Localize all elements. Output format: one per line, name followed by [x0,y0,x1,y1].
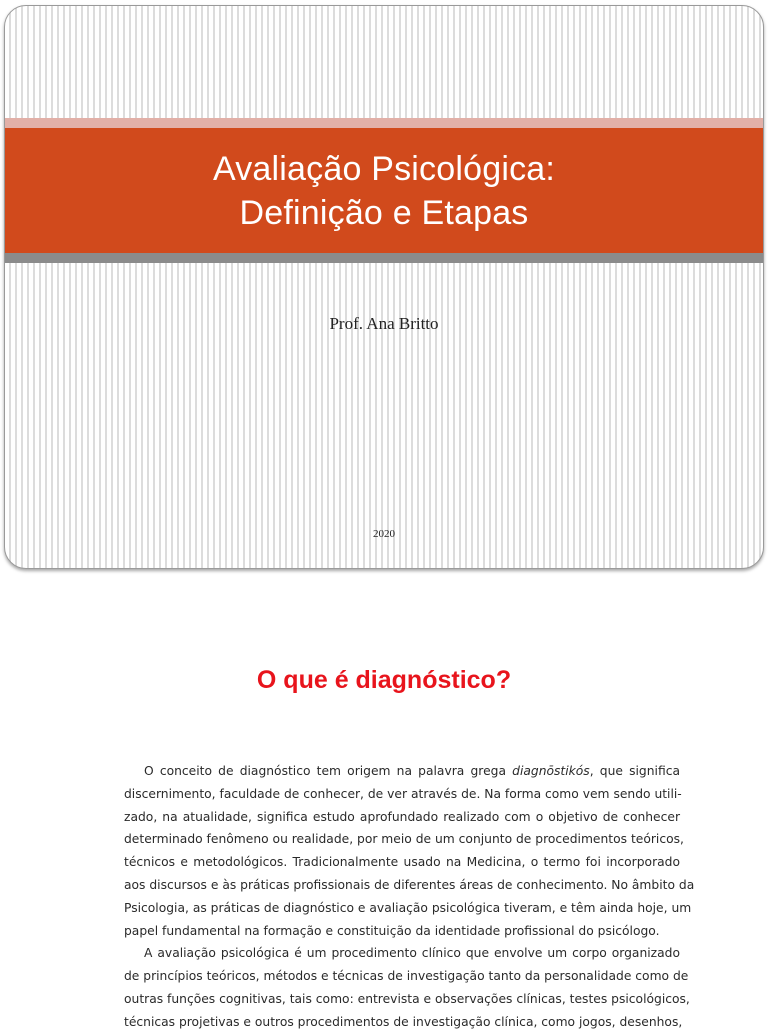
greek-term: diagnōstikós [512,764,590,778]
slide-title-line-1: Avaliação Psicológica: [212,149,556,188]
text-line: de princípios teóricos, métodos e técnicas de investigação tanto da personalidade como de [124,969,689,984]
text-line: O conceito de diagnóstico tem origem na palavra grega diagnōstikós, que significa [144,764,680,778]
text-line: outras funções cognitivas, tais como: entrevista e observações clínicas, testes psicológicos, [124,991,690,1006]
text-line: A avaliação psicológica é um procedimento clínico que envolve um corpo organizado [144,946,680,961]
slide-title-line-2: Definição e Etapas [239,193,529,232]
text-line: Psicologia, as práticas de diagnóstico e avaliação psicológica tiveram, e têm ainda hoje, um [124,900,692,915]
author-name: Prof. Ana Britto [329,314,439,333]
accent-bar-bottom [5,253,763,263]
text-line: discernimento, faculdade de conhecer, de ver através de. Na forma como vem sendo utili- [124,786,682,801]
text-line: zado, na atualidade, significa estudo aprofundado realizado com o objetivo de conhecer [124,809,680,824]
body-text [124,760,695,1034]
title-slide [4,5,764,569]
accent-bar-top [5,118,763,128]
text-line: papel fundamental na formação e constituição da identidade profissional do psicólogo. [124,923,660,938]
text-line: aos discursos e às práticas profissionais de diferentes áreas de conhecimento. No âmbito da [124,877,695,892]
text-line: determinado fenômeno ou realidade, por meio de um conjunto de procedimentos teóricos, [124,832,684,847]
text-line: técnicas projetivas e outros procedimentos de investigação clínica, como jogos, desenhos, [124,1014,683,1029]
text-line: técnicos e metodológicos. Tradicionalmente usado na Medicina, o termo foi incorporado [124,855,680,870]
title-band [5,128,763,253]
section-heading: O que é diagnóstico? [256,666,512,694]
year-label: 2020 [373,528,395,540]
